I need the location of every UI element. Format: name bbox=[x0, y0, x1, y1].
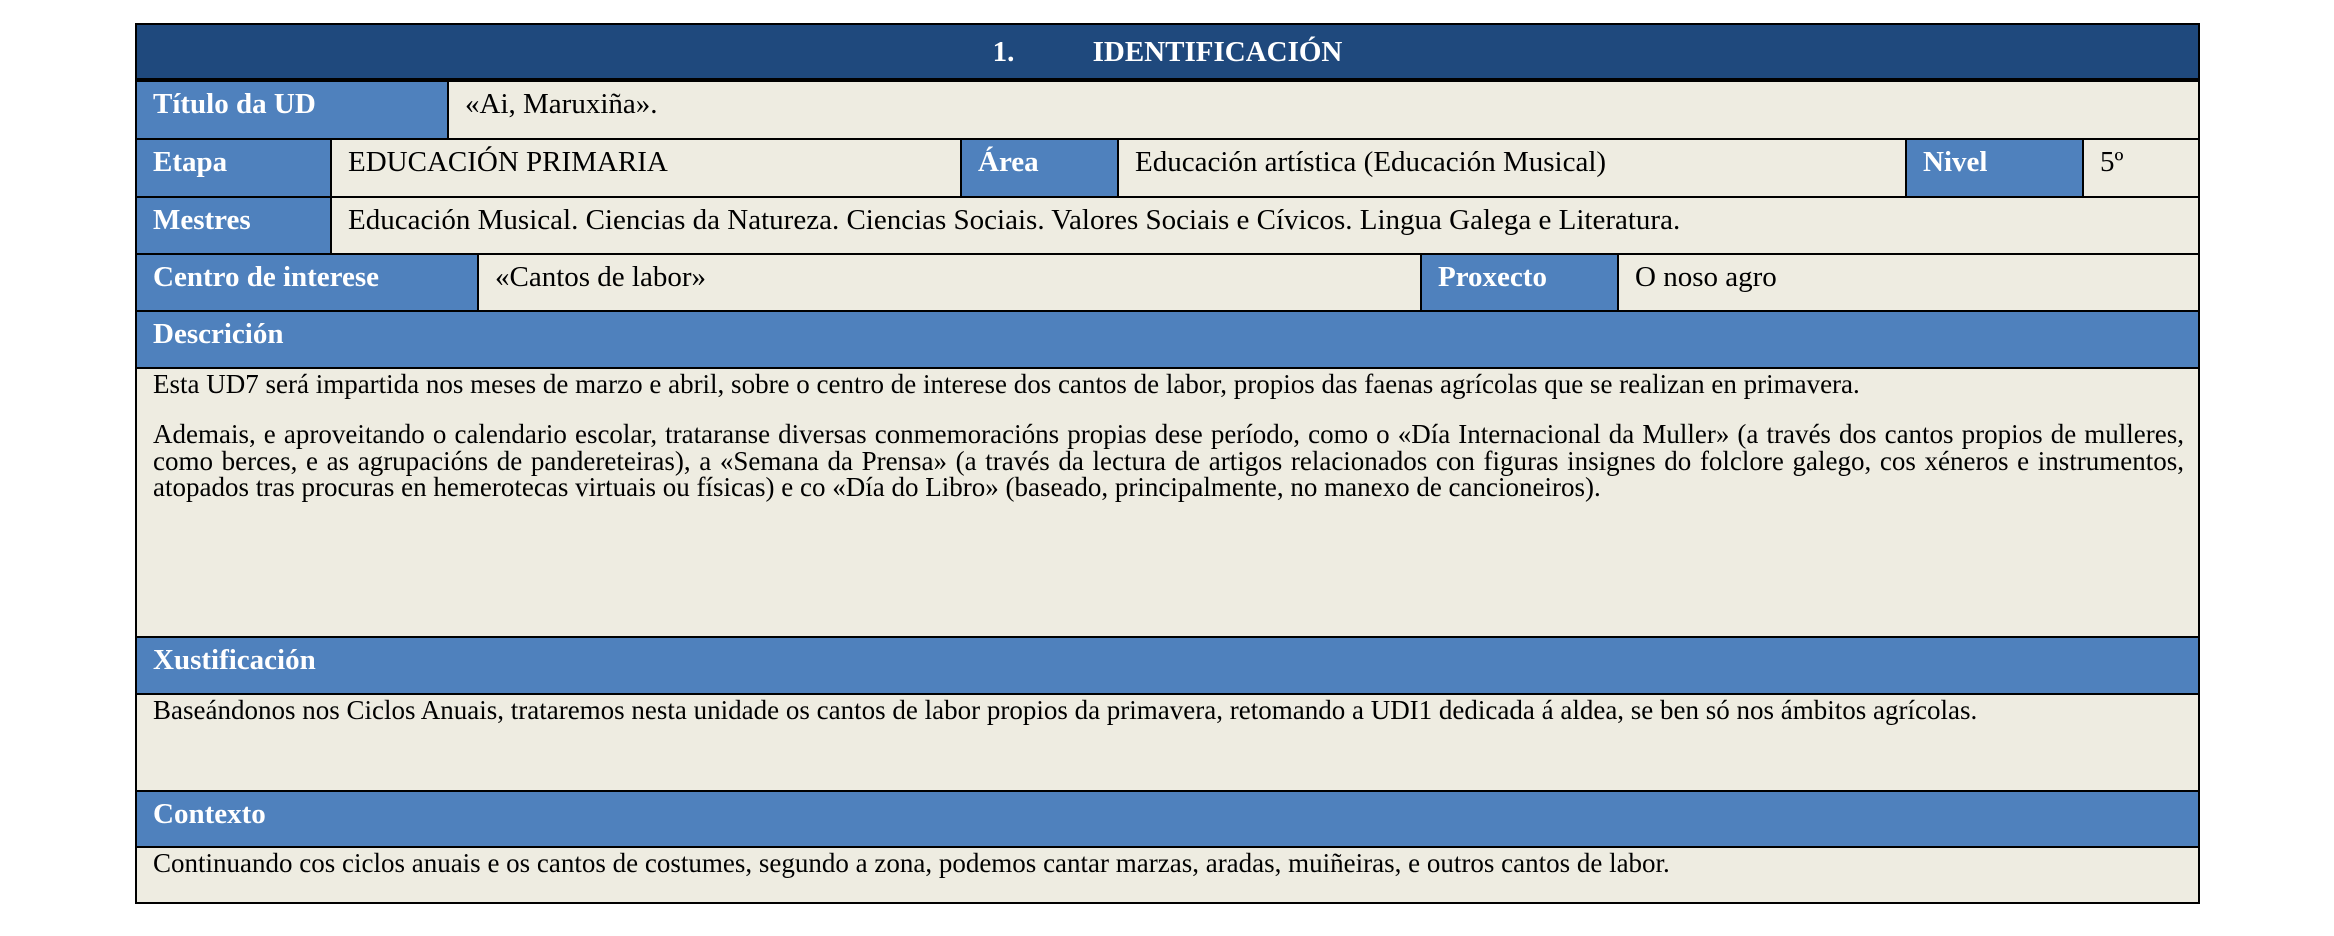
section-number: 1. bbox=[992, 36, 1015, 68]
xustificacion-body bbox=[137, 695, 2198, 792]
etapa-label: Etapa bbox=[137, 140, 332, 198]
area-value: Educación artística (Educación Musical) bbox=[1119, 140, 1907, 198]
nivel-label: Nivel bbox=[1907, 140, 2084, 198]
section-header bbox=[137, 25, 2198, 82]
centro-value: «Cantos de labor» bbox=[479, 255, 1422, 312]
descricion-header: Descrición bbox=[137, 312, 2198, 369]
etapa-value: EDUCACIÓN PRIMARIA bbox=[332, 140, 962, 198]
mestres-label: Mestres bbox=[137, 198, 332, 255]
xustificacion-header: Xustificación bbox=[137, 638, 2198, 695]
descricion-paragraph-2: Ademais, e aproveitando o calendario escolar, trataranse diversas conmemoracións propias dese período, como o «Día Internacional da Muller» (a través dos cantos propios de mulleres, como berces, e as agrupacións de pandereteiras), a «Semana da Prensa» (a través da lectura de artigos relacionados con figuras insignes do folclore galego, cos xéneros e instrumentos, atopados tras procuras en hemerotecas virtuais ou físicas) e co «Día do Libro» (baseado, principalmente, no manexo de cancioneiros). bbox=[153, 418, 2184, 503]
contexto-header: Contexto bbox=[137, 792, 2198, 848]
proxecto-value: O noso agro bbox=[1619, 255, 2198, 312]
section-title: IDENTIFICACIÓN bbox=[1092, 36, 1343, 68]
descricion-body bbox=[137, 369, 2198, 638]
nivel-value: 5º bbox=[2084, 140, 2198, 198]
centro-label: Centro de interese bbox=[137, 255, 479, 312]
titulo-value: «Ai, Maruxiña». bbox=[449, 82, 2198, 140]
titulo-label: Título da UD bbox=[137, 82, 449, 140]
contexto-body bbox=[137, 848, 2198, 902]
contexto-text: Continuando cos ciclos anuais e os cantos de costumes, segundo a zona, podemos cantar marzas, aradas, muiñeiras, e outros cantos de labor. bbox=[153, 848, 1670, 878]
xustificacion-text: Baseándonos nos Ciclos Anuais, trataremos nesta unidade os cantos de labor propios da primavera, retomando a UDI1 dedicada á aldea, se ben só nos ámbitos agrícolas. bbox=[153, 695, 1978, 725]
proxecto-label: Proxecto bbox=[1422, 255, 1619, 312]
identification-table bbox=[135, 23, 2200, 904]
descricion-paragraph-1: Esta UD7 será impartida nos meses de marzo e abril, sobre o centro de interese dos cantos de labor, propios das faenas agrícolas que se realizan en primavera. bbox=[153, 369, 1860, 399]
mestres-value: Educación Musical. Ciencias da Natureza. Ciencias Sociais. Valores Sociais e Cívicos. Lingua Galega e Literatura. bbox=[332, 198, 2198, 255]
area-label: Área bbox=[962, 140, 1119, 198]
